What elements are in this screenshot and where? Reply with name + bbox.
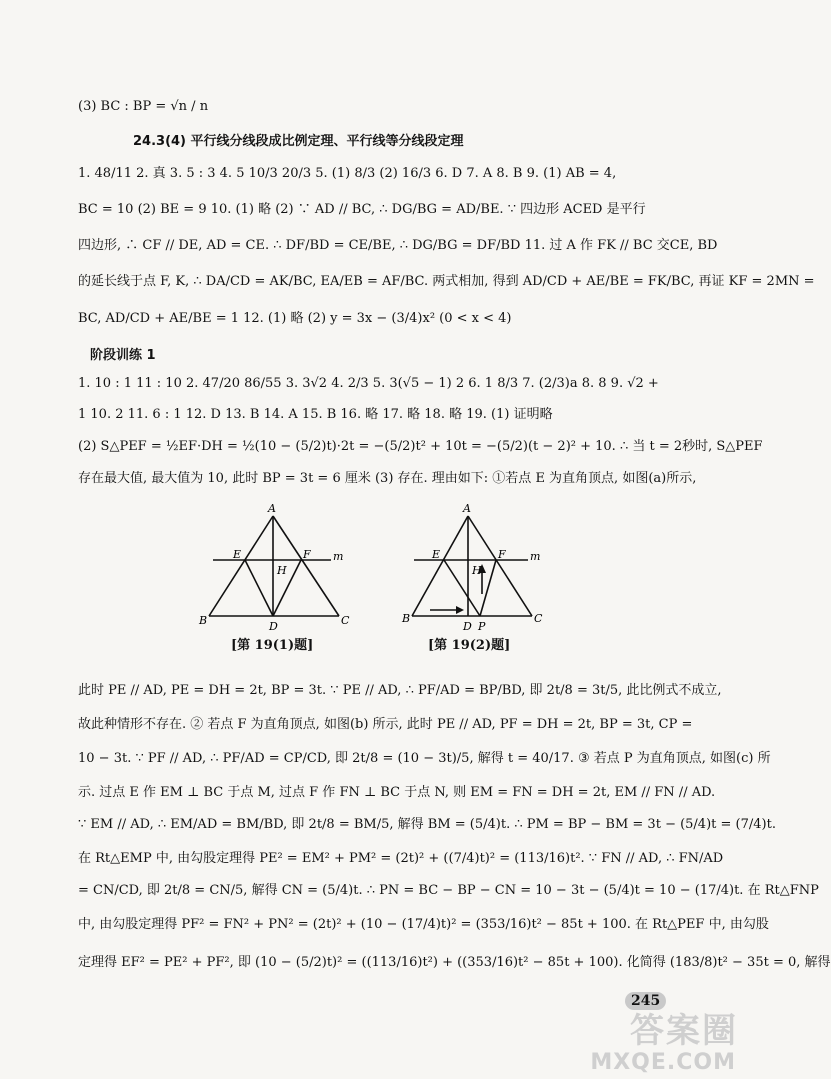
figure-19-2 [398, 498, 558, 638]
answer-line-12: 故此种情形不存在. ② 若点 F 为直角顶点, 如图(b) 所示, 此时 PE // AD, PF = DH = 2t, BP = 3t, CP = [78, 717, 693, 732]
fig2-label-D: D [463, 620, 472, 633]
answer-line-1: (3) BC : BP = √n / n [78, 99, 209, 114]
fig1-label-H: H [277, 564, 287, 577]
sub-title: 阶段训练 1 [90, 348, 156, 363]
answer-line-10: 存在最大值, 最大值为 10, 此时 BP = 3t = 6 厘米 (3) 存在. 理由如下: ①若点 E 为直角顶点, 如图(a)所示, [78, 471, 697, 486]
answer-line-5: 的延长线于点 F, K, ∴ DA/CD = AK/BC, EA/EB = AF/BC. 两式相加, 得到 AD/CD + AE/BE = FK/BC, 再证 KF = 2MN = [78, 274, 815, 289]
answer-line-3: BC = 10 (2) BE = 9 10. (1) 略 (2) ∵ AD // BC, ∴ DG/BG = AD/BE. ∵ 四边形 ACED 是平行 [78, 202, 646, 217]
fig1-label-C: C [341, 614, 350, 627]
figure-19-1 [195, 498, 365, 638]
fig1-label-B: B [199, 614, 208, 627]
answer-line-14: 示. 过点 E 作 EM ⊥ BC 于点 M, 过点 F 作 FN ⊥ BC 于点 N, 则 EM = FN = DH = 2t, EM // FN // AD. [78, 785, 716, 800]
fig2-label-B: B [402, 612, 411, 625]
answer-line-11: 此时 PE // AD, PE = DH = 2t, BP = 3t. ∵ PE // AD, ∴ PF/AD = BP/BD, 即 2t/8 = 3t/5, 此比例式不成立, [78, 683, 722, 698]
figure-19-2-caption: [第 19(2)题] [428, 638, 511, 653]
fig1-label-F: F [303, 548, 311, 561]
fig2-label-P: P [478, 620, 486, 633]
fig1-label-m: m [333, 550, 344, 563]
answer-line-15: ∵ EM // AD, ∴ EM/AD = BM/BD, 即 2t/8 = BM/5, 解得 BM = (5/4)t. ∴ PM = BP − BM = 3t − (5/4)t = (7/4)t. [78, 817, 776, 832]
fig2-label-C: C [534, 612, 543, 625]
page-number: 245 [625, 992, 666, 1010]
fig2-label-F: F [498, 548, 506, 561]
answer-line-2: 1. 48/11 2. 真 3. 5 : 3 4. 5 10/3 20/3 5. (1) 8/3 (2) 16/3 6. D 7. A 8. B 9. (1) AB = 4, [78, 166, 617, 181]
fig1-label-A: A [268, 502, 276, 515]
answer-line-18: 中, 由勾股定理得 PF² = FN² + PN² = (2t)² + (10 − (17/4)t)² = (353/16)t² − 85t + 100. 在 Rt△PEF 中, 由勾股 [78, 917, 769, 932]
fig2-label-H: H [472, 564, 482, 577]
figure-19-1-caption: [第 19(1)题] [231, 638, 314, 653]
section-title: 24.3(4) 平行线分线段成比例定理、平行线等分线段定理 [133, 134, 464, 149]
answer-line-6: BC, AD/CD + AE/BE = 1 12. (1) 略 (2) y = 3x − (3/4)x² (0 < x < 4) [78, 311, 512, 326]
fig2-label-E: E [432, 548, 441, 561]
fig1-label-D: D [269, 620, 278, 633]
answer-line-8: 1 10. 2 11. 6 : 1 12. D 13. B 14. A 15. B 16. 略 17. 略 18. 略 19. (1) 证明略 [78, 407, 553, 422]
fig1-label-E: E [233, 548, 242, 561]
answer-line-13: 10 − 3t. ∵ PF // AD, ∴ PF/AD = CP/CD, 即 2t/8 = (10 − 3t)/5, 解得 t = 40/17. ③ 若点 P 为直角顶点, 如图(c) 所 [78, 751, 771, 766]
fig2-label-A: A [463, 502, 471, 515]
answer-line-4: 四边形, ∴ CF // DE, AD = CE. ∴ DF/BD = CE/BE, ∴ DG/BG = DF/BD 11. 过 A 作 FK // BC 交CE, BD [78, 238, 718, 253]
answer-line-7: 1. 10 : 1 11 : 10 2. 47/20 86/55 3. 3√2 4. 2/3 5. 3(√5 − 1) 2 6. 1 8/3 7. (2/3)a 8. 8 9. √2 + [78, 376, 659, 391]
watermark-bottom-text: MXQE.COM [590, 1050, 736, 1075]
answer-line-19: 定理得 EF² = PE² + PF², 即 (10 − (5/2)t)² = ((113/16)t²) + ((353/16)t² − 85t + 100). 化简得 (183/8)t² − 35t = 0, 解得 [78, 955, 831, 970]
fig2-label-m: m [530, 550, 541, 563]
answer-line-16: 在 Rt△EMP 中, 由勾股定理得 PE² = EM² + PM² = (2t)² + ((7/4)t)² = (113/16)t². ∵ FN // AD, ∴ FN/AD [78, 851, 724, 866]
watermark-logo [590, 1003, 742, 1075]
answer-line-9: (2) S△PEF = ½EF·DH = ½(10 − (5/2)t)·2t = −(5/2)t² + 10t = −(5/2)(t − 2)² + 10. ∴ 当 t = 2秒时, S△PEF [78, 439, 763, 454]
watermark-top-text: 答案圈 [630, 1011, 738, 1051]
answer-line-17: = CN/CD, 即 2t/8 = CN/5, 解得 CN = (5/4)t. ∴ PN = BC − BP − CN = 10 − 3t − (5/4)t = 10 − (17/4)t. 在 Rt△FNP [78, 883, 819, 898]
